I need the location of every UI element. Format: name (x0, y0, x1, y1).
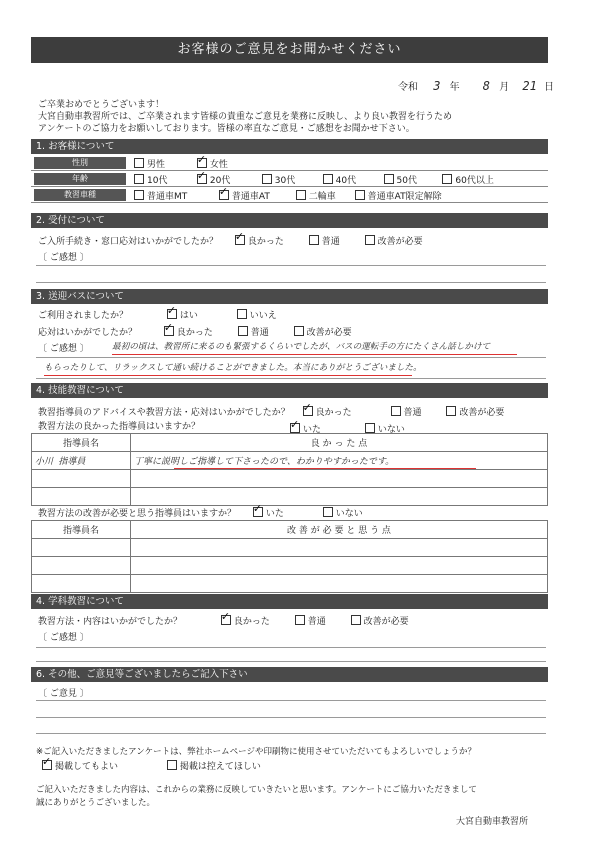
option-label: 二輪車 (308, 192, 336, 202)
date-year[interactable]: 3 (433, 79, 441, 93)
gender-options (134, 157, 228, 170)
handwritten-underline (112, 354, 517, 355)
bus-use-question: ご利用されましたか？ (38, 311, 129, 321)
checkbox-bus-needs-improvement[interactable] (294, 326, 304, 336)
table-header-row (32, 521, 548, 539)
instructor-name-cell[interactable] (32, 488, 131, 506)
option-label: 良かった (247, 237, 284, 247)
checkbox-age-60s-plus[interactable] (442, 174, 452, 184)
instructor-question-row (38, 405, 504, 418)
intro-line: アンケートのご協力をお願いしております。皆様の率直なご意見・ご感想をお聞かせ下さい。 (38, 124, 415, 134)
option-label: 30代 (274, 176, 296, 186)
checkbox-publish-ok[interactable] (42, 760, 52, 770)
option-label: 10代 (147, 176, 168, 186)
comment-line[interactable] (36, 282, 546, 283)
improve-points-cell[interactable] (131, 575, 548, 593)
improve-points-cell[interactable] (131, 557, 548, 575)
checkbox-age-10s[interactable] (134, 174, 144, 184)
option-label: 掲載してもよい (55, 762, 119, 772)
publish-consent-note: ※ご記入いただきましたアンケートは、弊社ホームページや印刷物に使用させていただいてもよろしいでしょうか？ (36, 747, 476, 757)
checkbox-reception-average[interactable] (309, 235, 319, 245)
academic-question: 教習方法・内容はいかがでしたか？ (38, 617, 183, 627)
option-label: いた (303, 425, 322, 435)
section-1-header: 1. お客様について (31, 139, 548, 154)
checkbox-male[interactable] (134, 158, 144, 168)
checkbox-academic-average[interactable] (295, 615, 305, 625)
instructor-question: 教習指導員のアドバイスや教習方法・応対はいかがでしたか？ (38, 408, 290, 418)
table-row (32, 452, 548, 470)
table-row (32, 575, 548, 593)
other-comment-label: 〔 ご意見 〕 (38, 689, 89, 699)
good-points-cell[interactable]: 丁寧に説明しご指導して下さったので、わかりやすかったです。 (131, 452, 548, 470)
bus-comment-line-1[interactable]: 最初の頃は、教習所に来るのも緊張するくらいでしたが、バスの運転手の方にたくさん話しかけて (112, 342, 491, 352)
checkbox-course-at[interactable] (219, 190, 229, 200)
date-year-unit: 年 (449, 82, 460, 93)
checkbox-bus-average[interactable] (238, 326, 248, 336)
improve-instructor-question: 教習方法の改善が必要と思う指導員はいますか？ (38, 509, 237, 519)
instructor-name-cell[interactable] (32, 539, 131, 557)
section-3-header: 3. 送迎バスについて (31, 289, 548, 304)
date-month-unit: 月 (499, 82, 510, 93)
checkbox-academic-needs-improvement[interactable] (351, 615, 361, 625)
column-header-name: 指導員名 (32, 434, 131, 452)
option-label: 普通車AT限定解除 (367, 192, 442, 202)
option-label: 改善が必要 (363, 617, 409, 627)
section-6-header: 6. その他、ご意見等ございましたらご記入下さい (31, 667, 548, 682)
option-label: いた (265, 509, 284, 519)
bus-service-row (38, 325, 352, 338)
intro-line: ご卒業おめでとうございます！ (38, 100, 165, 110)
bus-comment-label: 〔 ご感想 〕 (38, 344, 89, 354)
checkbox-publish-no[interactable] (167, 760, 177, 770)
reception-question-row (38, 234, 423, 247)
option-label: 普通 (403, 408, 422, 418)
date-day[interactable]: 21 (522, 79, 537, 93)
checkbox-age-40s[interactable] (323, 174, 333, 184)
section-2-header: 2. 受付について (31, 213, 548, 228)
option-label: 普通 (307, 617, 326, 627)
option-label: 男性 (147, 160, 166, 170)
bus-service-question: 応対はいかがでしたか？ (38, 328, 138, 338)
option-label: 普通車AT (231, 192, 270, 202)
option-label: 女性 (209, 160, 228, 170)
option-label: 改善が必要 (459, 408, 505, 418)
table-row (32, 470, 548, 488)
date-field (398, 78, 554, 93)
intro-text (38, 99, 452, 135)
checkbox-female[interactable] (197, 158, 207, 168)
option-label: 40代 (335, 176, 357, 186)
column-header-improve-points: 改 善 が 必 要 と 思 う 点 (131, 521, 548, 539)
thanks-line-2: 誠にありがとうございました。 (36, 798, 156, 808)
option-label: 60代以上 (455, 176, 494, 186)
age-options (134, 173, 494, 186)
school-signature: 大宮自動車教習所 (456, 817, 529, 827)
date-month[interactable]: 8 (482, 79, 491, 93)
survey-title: お客様のご意見をお聞かせください (31, 37, 548, 63)
comment-line[interactable] (36, 378, 546, 379)
option-label: 良かった (315, 408, 352, 418)
instructor-name-cell[interactable] (32, 470, 131, 488)
checkbox-instructor-needs-improvement[interactable] (446, 406, 456, 416)
checkbox-reception-needs-improvement[interactable] (365, 235, 375, 245)
bus-comment-line-2[interactable]: もらったりして、リラックスして通い続けることができました。本当にありがとうございました。 (44, 363, 422, 373)
option-label: 普通 (250, 328, 269, 338)
handwritten-underline (174, 468, 476, 469)
course-options (134, 189, 442, 202)
checkbox-good-instructor-no[interactable] (365, 423, 375, 433)
option-label: 20代 (209, 176, 231, 186)
comment-line[interactable] (36, 647, 546, 648)
comment-line[interactable] (36, 265, 546, 266)
option-label: 50代 (396, 176, 417, 186)
checkbox-age-50s[interactable] (384, 174, 394, 184)
checkbox-bus-yes[interactable] (167, 309, 177, 319)
option-label: 良かった (176, 328, 213, 338)
checkbox-reception-good[interactable] (235, 235, 245, 245)
improve-instructor-row (38, 506, 363, 519)
improve-points-cell[interactable] (131, 539, 548, 557)
checkbox-course-motorcycle[interactable] (296, 190, 306, 200)
good-instructor-table (31, 433, 548, 506)
option-label: 普通 (321, 237, 340, 247)
column-header-good-points: 良 か っ た 点 (131, 434, 548, 452)
option-label: 改善が必要 (306, 328, 352, 338)
course-label: 教習車種 (34, 189, 126, 201)
option-label: 改善が必要 (377, 237, 423, 247)
comment-line[interactable] (36, 717, 546, 718)
table-row (32, 557, 548, 575)
intro-line: 大宮自動車教習所では、ご卒業されます皆様の貴重なご意見を業務に反映し、より良い教習を行うため (38, 112, 453, 122)
section-5-header: 4. 学科教習について (31, 594, 548, 609)
option-label: 掲載は控えてほしい (179, 762, 261, 772)
checkbox-bus-no[interactable] (237, 309, 247, 319)
option-label: はい (179, 311, 198, 321)
option-label: 良かった (233, 617, 270, 627)
column-header-name: 指導員名 (32, 521, 131, 539)
option-label: いない (335, 509, 363, 519)
comment-line[interactable] (36, 357, 546, 358)
handwritten-underline (44, 375, 412, 376)
age-label: 年齢 (34, 173, 126, 185)
table-row (32, 539, 548, 557)
checkbox-improve-instructor-no[interactable] (323, 507, 333, 517)
checkbox-academic-good[interactable] (221, 615, 231, 625)
instructor-name-cell[interactable]: 小川 指導員 (32, 452, 131, 470)
bus-use-row (38, 308, 277, 321)
instructor-name-cell[interactable] (32, 557, 131, 575)
checkbox-bus-good[interactable] (164, 326, 174, 336)
good-points-cell[interactable] (131, 488, 548, 506)
checkbox-age-20s[interactable] (197, 174, 207, 184)
checkbox-course-at-limit-removal[interactable] (355, 190, 365, 200)
checkbox-age-30s[interactable] (262, 174, 272, 184)
comment-line[interactable] (36, 733, 546, 734)
checkbox-instructor-good[interactable] (303, 406, 313, 416)
checkbox-course-mt[interactable] (134, 190, 144, 200)
publish-consent-options (42, 759, 261, 772)
comment-line[interactable] (36, 700, 546, 701)
table-row (32, 488, 548, 506)
academic-comment-label: 〔 ご感想 〕 (38, 633, 89, 643)
date-day-unit: 日 (544, 82, 555, 93)
reception-question: ご入所手続き・窓口応対はいかがでしたか？ (38, 237, 219, 247)
option-label: 普通車MT (147, 192, 188, 202)
table-header-row (32, 434, 548, 452)
checkbox-instructor-average[interactable] (391, 406, 401, 416)
option-label: いない (377, 425, 405, 435)
thanks-line-1: ご記入いただきました内容は、これからの業務に反映していきたいと思います。アンケートにご協力いただきまして (36, 785, 477, 795)
academic-question-row (38, 614, 409, 627)
comment-line[interactable] (36, 661, 546, 662)
date-era: 令和 (398, 82, 418, 93)
reception-comment-label: 〔 ご感想 〕 (38, 253, 89, 263)
option-label: いいえ (249, 311, 277, 321)
gender-label: 性別 (34, 157, 126, 169)
section-4-header: 4. 技能教習について (31, 383, 548, 398)
checkbox-improve-instructor-yes[interactable] (253, 507, 263, 517)
good-points-cell[interactable] (131, 470, 548, 488)
checkbox-good-instructor-yes[interactable] (290, 423, 300, 433)
improve-instructor-table (31, 520, 548, 593)
instructor-name-cell[interactable] (32, 575, 131, 593)
good-instructor-question: 教習方法の良かった指導員はいますか？ (38, 422, 201, 432)
